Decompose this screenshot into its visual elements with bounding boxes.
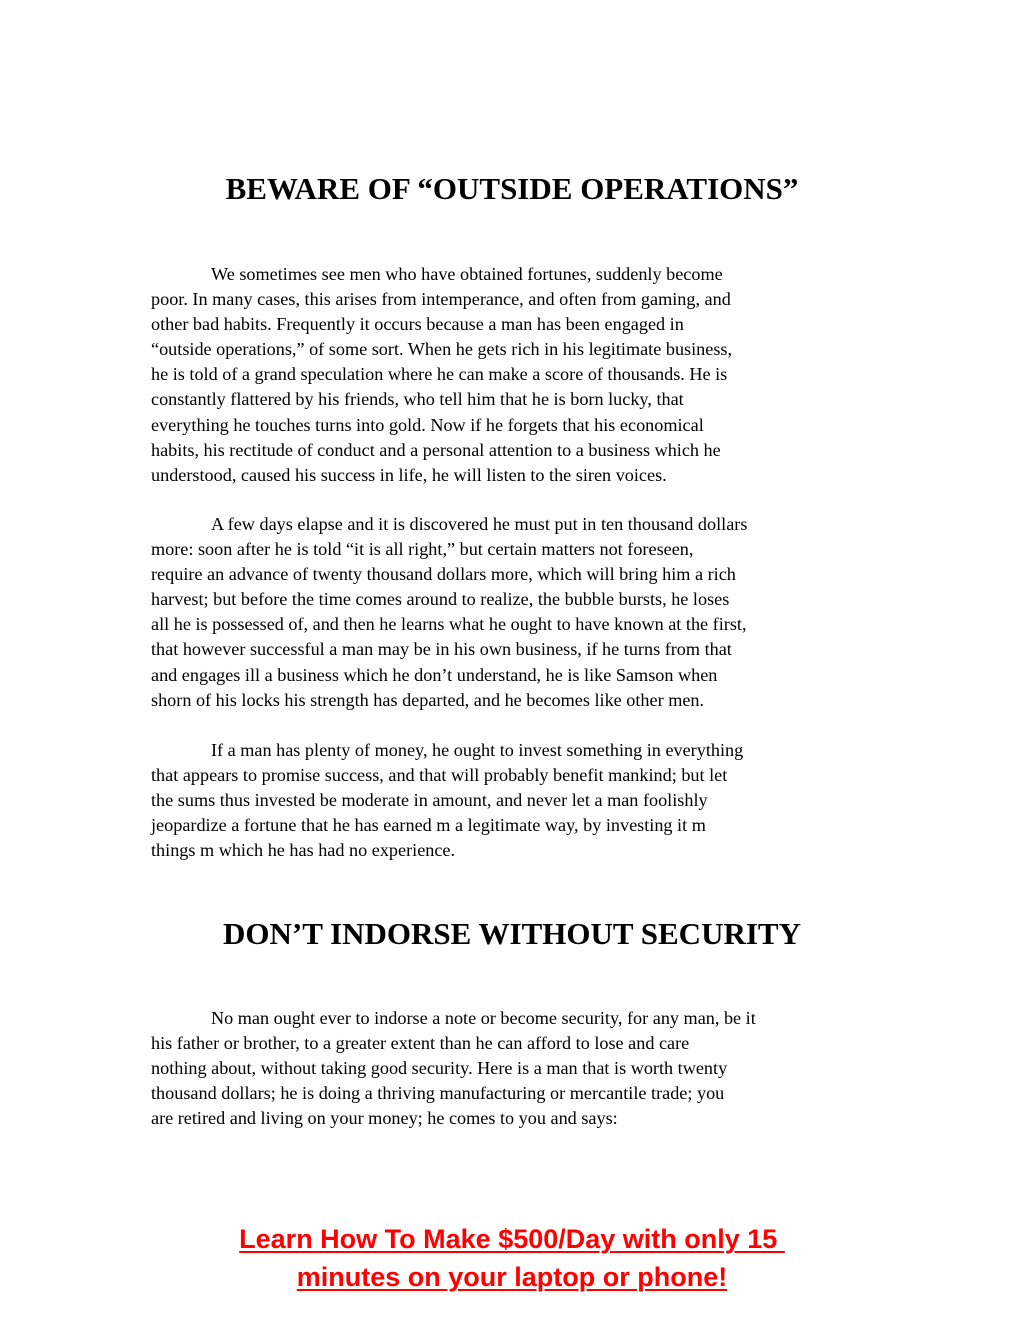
promo-banner	[0, 1220, 1024, 1296]
paragraph-line: things m which he has had no experience.	[151, 840, 456, 861]
paragraph-line: he is told of a grand speculation where he can make a score of thousands. He is	[151, 364, 728, 385]
paragraph-line: No man ought ever to indorse a note or become security, for any man, be it	[211, 1008, 756, 1028]
paragraph-line: We sometimes see men who have obtained fortunes, suddenly become	[211, 264, 723, 284]
paragraph	[151, 1006, 881, 1131]
paragraph-line: thousand dollars; he is doing a thriving manufacturing or mercantile trade; you	[151, 1083, 725, 1104]
paragraph-line: nothing about, without taking good security. Here is a man that is worth twenty	[151, 1058, 728, 1079]
promo-link-line[interactable]: Learn How To Make $500/Day with only 15	[239, 1224, 785, 1254]
paragraph-line: “outside operations,” of some sort. When he gets rich in his legitimate business,	[151, 339, 733, 360]
paragraph-line: jeopardize a fortune that he has earned m a legitimate way, by investing it m	[151, 815, 706, 836]
paragraph-line: his father or brother, to a greater extent than he can afford to lose and care	[151, 1033, 690, 1054]
paragraph-line: and engages ill a business which he don’t understand, he is like Samson when	[151, 664, 718, 685]
paragraph-line: If a man has plenty of money, he ought to invest something in everything	[211, 740, 744, 760]
paragraph-line: require an advance of twenty thousand dollars more, which will bring him a rich	[151, 564, 736, 585]
paragraph	[151, 512, 881, 713]
paragraph-line: shorn of his locks his strength has departed, and he becomes like other men.	[151, 689, 705, 710]
paragraph-line: more: soon after he is told “it is all right,” but certain matters not foreseen,	[151, 539, 694, 560]
paragraph-line: harvest; but before the time comes around to realize, the bubble bursts, he loses	[151, 589, 730, 610]
paragraph-line: other bad habits. Frequently it occurs because a man has been engaged in	[151, 314, 684, 335]
paragraph-line: constantly flattered by his friends, who tell him that he is born lucky, that	[151, 389, 684, 410]
paragraph-line: habits, his rectitude of conduct and a personal attention to a business which he	[151, 439, 721, 460]
paragraph-line: are retired and living on your money; he comes to you and says:	[151, 1108, 618, 1129]
paragraph	[151, 262, 881, 488]
paragraph-line: the sums thus invested be moderate in amount, and never let a man foolishly	[151, 790, 708, 811]
paragraph-line: all he is possessed of, and then he learns what he ought to have known at the first,	[151, 614, 747, 635]
paragraph-line: everything he touches turns into gold. Now if he forgets that his economical	[151, 414, 704, 435]
section-heading-indorse: DON’T INDORSE WITHOUT SECURITY	[223, 916, 801, 951]
promo-link[interactable]	[0, 1220, 1024, 1296]
paragraph-line: understood, caused his success in life, he will listen to the siren voices.	[151, 464, 667, 485]
paragraph	[151, 738, 881, 863]
paragraph-line: poor. In many cases, this arises from intemperance, and often from gaming, and	[151, 289, 731, 310]
promo-link-line[interactable]: minutes on your laptop or phone!	[296, 1262, 728, 1292]
paragraph-line: that however successful a man may be in his own business, if he turns from that	[151, 639, 732, 660]
paragraph-line: that appears to promise success, and that will probably benefit mankind; but let	[151, 765, 728, 786]
section-heading-outside-operations: BEWARE OF “OUTSIDE OPERATIONS”	[225, 171, 799, 206]
paragraph-line: A few days elapse and it is discovered he must put in ten thousand dollars	[211, 514, 748, 534]
